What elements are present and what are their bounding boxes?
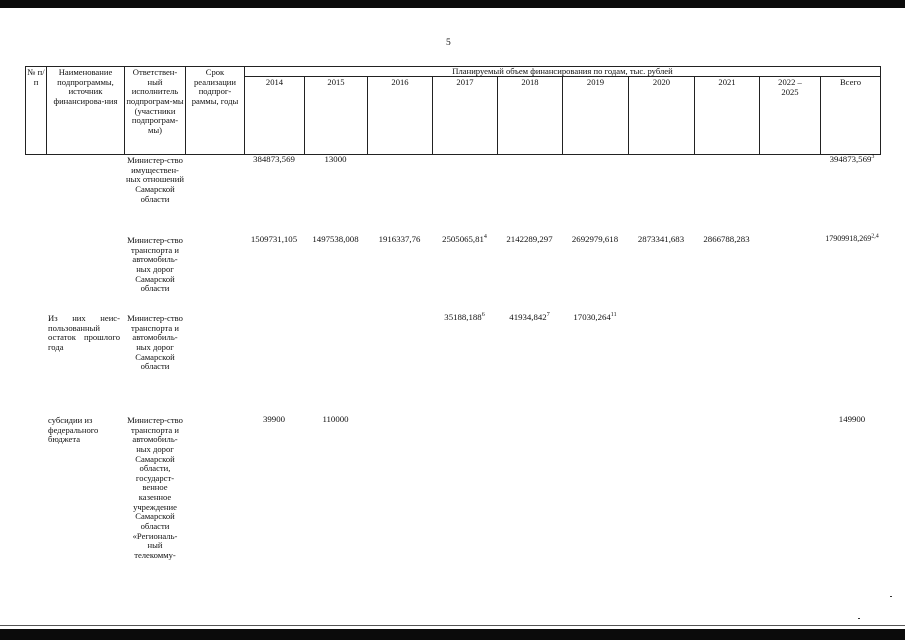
header-year-2014: 2014 bbox=[265, 77, 284, 87]
row-1-executor: Министер-ство имуществен-ных отношений Самарской области bbox=[126, 155, 184, 204]
header-no: № п/п bbox=[27, 67, 45, 87]
row-2-value-2017: 2505065,81$^4$ bbox=[442, 234, 487, 244]
col-rule bbox=[124, 66, 125, 155]
row-1-value-2014: 384873,569 bbox=[253, 154, 295, 164]
row-2-executor: Министер-ство транспорта и автомобиль-ных дорог Самарской области bbox=[127, 235, 183, 294]
header-planned: Планируемый объем финансирования по годам, тыс. рублей bbox=[452, 66, 673, 76]
col-rule bbox=[694, 76, 695, 155]
col-rule bbox=[432, 76, 433, 155]
col-rule bbox=[46, 66, 47, 155]
row-4-executor: Министер-ство транспорта и автомобиль-ных дорог Самарской области, государст-венное казенное учреждение Самарской области «Региональ-ный телекомму- bbox=[127, 415, 183, 560]
col-rule bbox=[25, 66, 26, 155]
scan-speck bbox=[890, 596, 892, 597]
row-4-value-total: 149900 bbox=[838, 414, 866, 424]
col-rule bbox=[185, 66, 186, 155]
col-rule bbox=[497, 76, 498, 155]
row-2-value-2016: 1916337,76 bbox=[378, 234, 421, 244]
row-3-name: Из них неис-пользованный остаток прошлого года bbox=[48, 313, 120, 352]
row-2-value-2021: 2866788,283 bbox=[703, 234, 750, 244]
col-rule bbox=[304, 76, 305, 155]
row-1-value-total: 394873,569$^3$ bbox=[829, 154, 875, 164]
scan-top-border bbox=[0, 0, 905, 8]
header-year-2022-2025: 2022 – 2025 bbox=[778, 77, 802, 97]
row-2-value-total: 17909918,269$^{2,4}$ bbox=[825, 233, 879, 243]
row-3-value-2019: 17030,264$^{11}$ bbox=[573, 312, 617, 322]
row-4-name: субсидии из федерального бюджета bbox=[48, 415, 99, 445]
col-rule bbox=[820, 76, 821, 155]
header-year-2021: 2021 bbox=[718, 77, 736, 87]
header-year-2020: 2020 bbox=[652, 77, 671, 87]
row-3-value-2018: 41934,842$^7$ bbox=[509, 312, 550, 322]
scan-bottom-rule bbox=[0, 625, 905, 626]
header-total: Всего bbox=[839, 77, 862, 87]
row-3-value-2017: 35188,188$^6$ bbox=[444, 312, 485, 322]
header-year-2018: 2018 bbox=[521, 77, 539, 87]
row-2-value-2018: 2142289,297 bbox=[506, 234, 553, 244]
row-3-executor: Министер-ство транспорта и автомобиль-ных дорог Самарской области bbox=[127, 313, 183, 372]
col-rule bbox=[367, 76, 368, 155]
row-4-value-2015: 110000 bbox=[322, 414, 349, 424]
header-year-2015: 2015 bbox=[327, 77, 345, 87]
row-2-value-2014: 1509731,105 bbox=[250, 234, 298, 244]
col-rule bbox=[759, 76, 760, 155]
header-executor: Ответствен-ный исполнитель подпрограм-мы (участники подпрограм-мы) bbox=[126, 67, 184, 135]
row-1-value-2015: 13000 bbox=[324, 154, 347, 164]
col-rule bbox=[880, 66, 881, 155]
header-year-2017: 2017 bbox=[456, 77, 474, 87]
row-4-value-2014: 39900 bbox=[263, 414, 285, 424]
header-year-2019: 2019 bbox=[586, 77, 605, 87]
col-rule bbox=[562, 76, 563, 155]
header-term: Срок реализации подпрог-раммы, годы bbox=[191, 67, 239, 106]
col-rule bbox=[628, 76, 629, 155]
scan-speck bbox=[858, 618, 860, 619]
header-name: Наименование подпрограммы, источник финансирова-ния bbox=[53, 67, 118, 106]
row-2-value-2019: 2692979,618 bbox=[571, 234, 619, 244]
page-number: 5 bbox=[446, 38, 451, 48]
row-2-value-2020: 2873341,683 bbox=[637, 234, 685, 244]
row-2-value-2015: 1497538,008 bbox=[312, 234, 359, 244]
scan-bottom-border bbox=[0, 629, 905, 640]
header-year-2016: 2016 bbox=[391, 77, 409, 87]
